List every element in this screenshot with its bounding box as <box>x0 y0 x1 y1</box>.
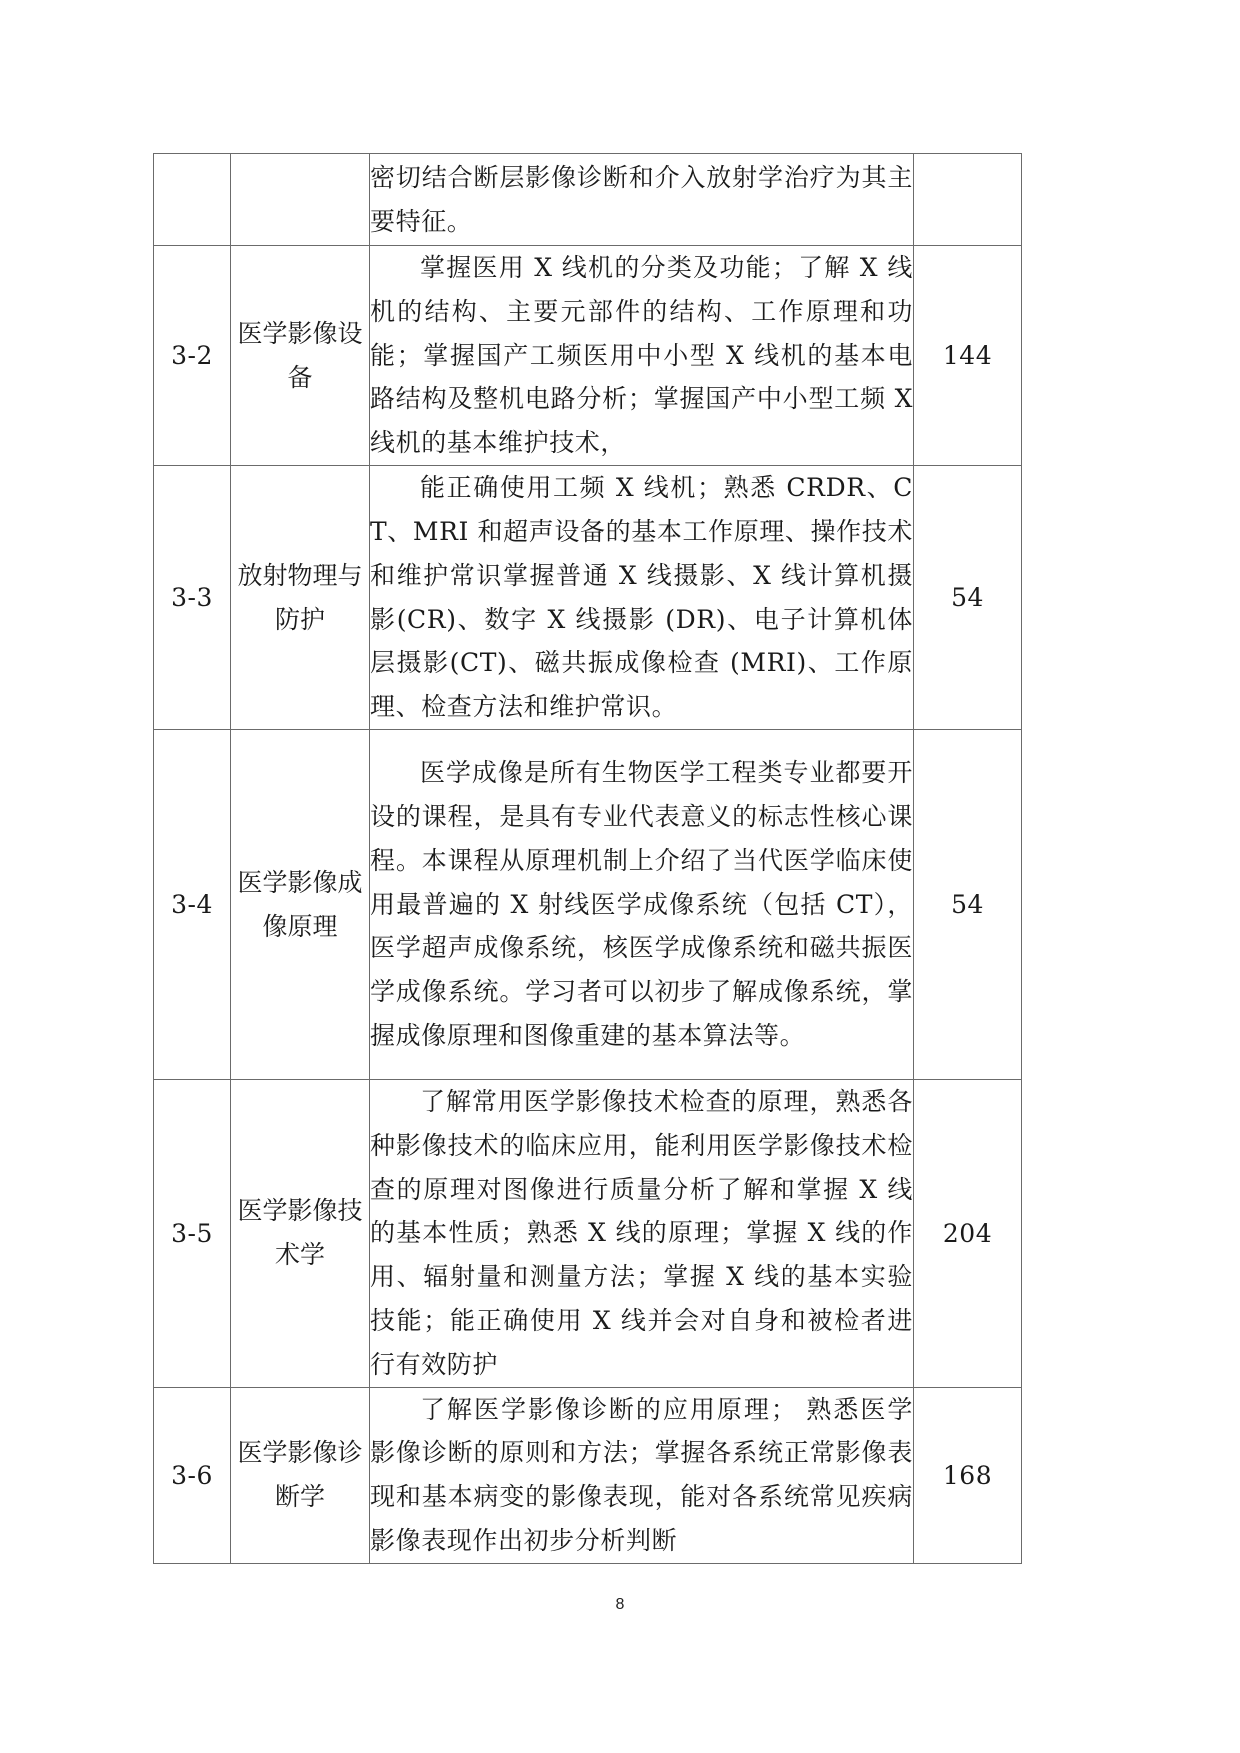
course-description-cell: 能正确使用工频 X 线机；熟悉 CRDR、CT、MRI 和超声设备的基本工作原理、操作技术和维护常识掌握普通 X 线摄影、X 线计算机摄影(CR)、数字 X 线摄影 (DR)、电子计算机体层摄影(CT)、磁共振成像检查 (MRI)、工作原理、检查方法和维护常识。 <box>370 466 914 730</box>
table-row <box>154 1387 1022 1563</box>
course-description-cell: 密切结合断层影像诊断和介入放射学治疗为其主要特征。 <box>370 154 914 246</box>
table-row <box>154 730 1022 1080</box>
table-row <box>154 154 1022 246</box>
course-number-cell: 3-5 <box>154 1080 231 1388</box>
course-description-cell: 掌握医用 X 线机的分类及功能；了解 X 线机的结构、主要元部件的结构、工作原理和功能；掌握国产工频医用中小型 X 线机的基本电路结构及整机电路分析；掌握国产中小型工频 X 线机的基本维护技术， <box>370 246 914 466</box>
course-description-cell: 了解医学影像诊断的应用原理； 熟悉医学影像诊断的原则和方法；掌握各系统正常影像表现和基本病变的影像表现，能对各系统常见疾病影像表现作出初步分析判断 <box>370 1387 914 1563</box>
course-hours-cell: 144 <box>914 246 1022 466</box>
table-row <box>154 466 1022 730</box>
course-number-cell: 3-6 <box>154 1387 231 1563</box>
course-name-cell: 医学影像诊断学 <box>231 1387 370 1563</box>
course-hours-cell: 168 <box>914 1387 1022 1563</box>
course-number-cell <box>154 154 231 246</box>
course-description-cell: 了解常用医学影像技术检查的原理，熟悉各种影像技术的临床应用，能利用医学影像技术检查的原理对图像进行质量分析了解和掌握 X 线的基本性质；熟悉 X 线的原理；掌握 X 线的作用、辐射量和测量方法；掌握 X 线的基本实验技能；能正确使用 X 线并会对自身和被检者进行有效防护 <box>370 1080 914 1388</box>
course-number-cell: 3-4 <box>154 730 231 1080</box>
course-number-cell: 3-3 <box>154 466 231 730</box>
course-name-cell: 医学影像技术学 <box>231 1080 370 1388</box>
table-row <box>154 246 1022 466</box>
course-number-cell: 3-2 <box>154 246 231 466</box>
course-hours-cell: 54 <box>914 730 1022 1080</box>
course-description-cell: 医学成像是所有生物医学工程类专业都要开设的课程，是具有专业代表意义的标志性核心课程。本课程从原理机制上介绍了当代医学临床使用最普遍的 X 射线医学成像系统（包括 CT），医学超声成像系统，核医学成像系统和磁共振医学成像系统。学习者可以初步了解成像系统，掌握成像原理和图像重建的基本算法等。 <box>370 730 914 1080</box>
course-name-cell: 放射物理与防护 <box>231 466 370 730</box>
page-number: 8 <box>615 1596 625 1613</box>
course-table <box>153 153 1022 1564</box>
course-name-cell: 医学影像设备 <box>231 246 370 466</box>
course-hours-cell: 204 <box>914 1080 1022 1388</box>
course-name-cell <box>231 154 370 246</box>
course-hours-cell: 54 <box>914 466 1022 730</box>
course-hours-cell <box>914 154 1022 246</box>
course-name-cell: 医学影像成像原理 <box>231 730 370 1080</box>
table-row <box>154 1080 1022 1388</box>
